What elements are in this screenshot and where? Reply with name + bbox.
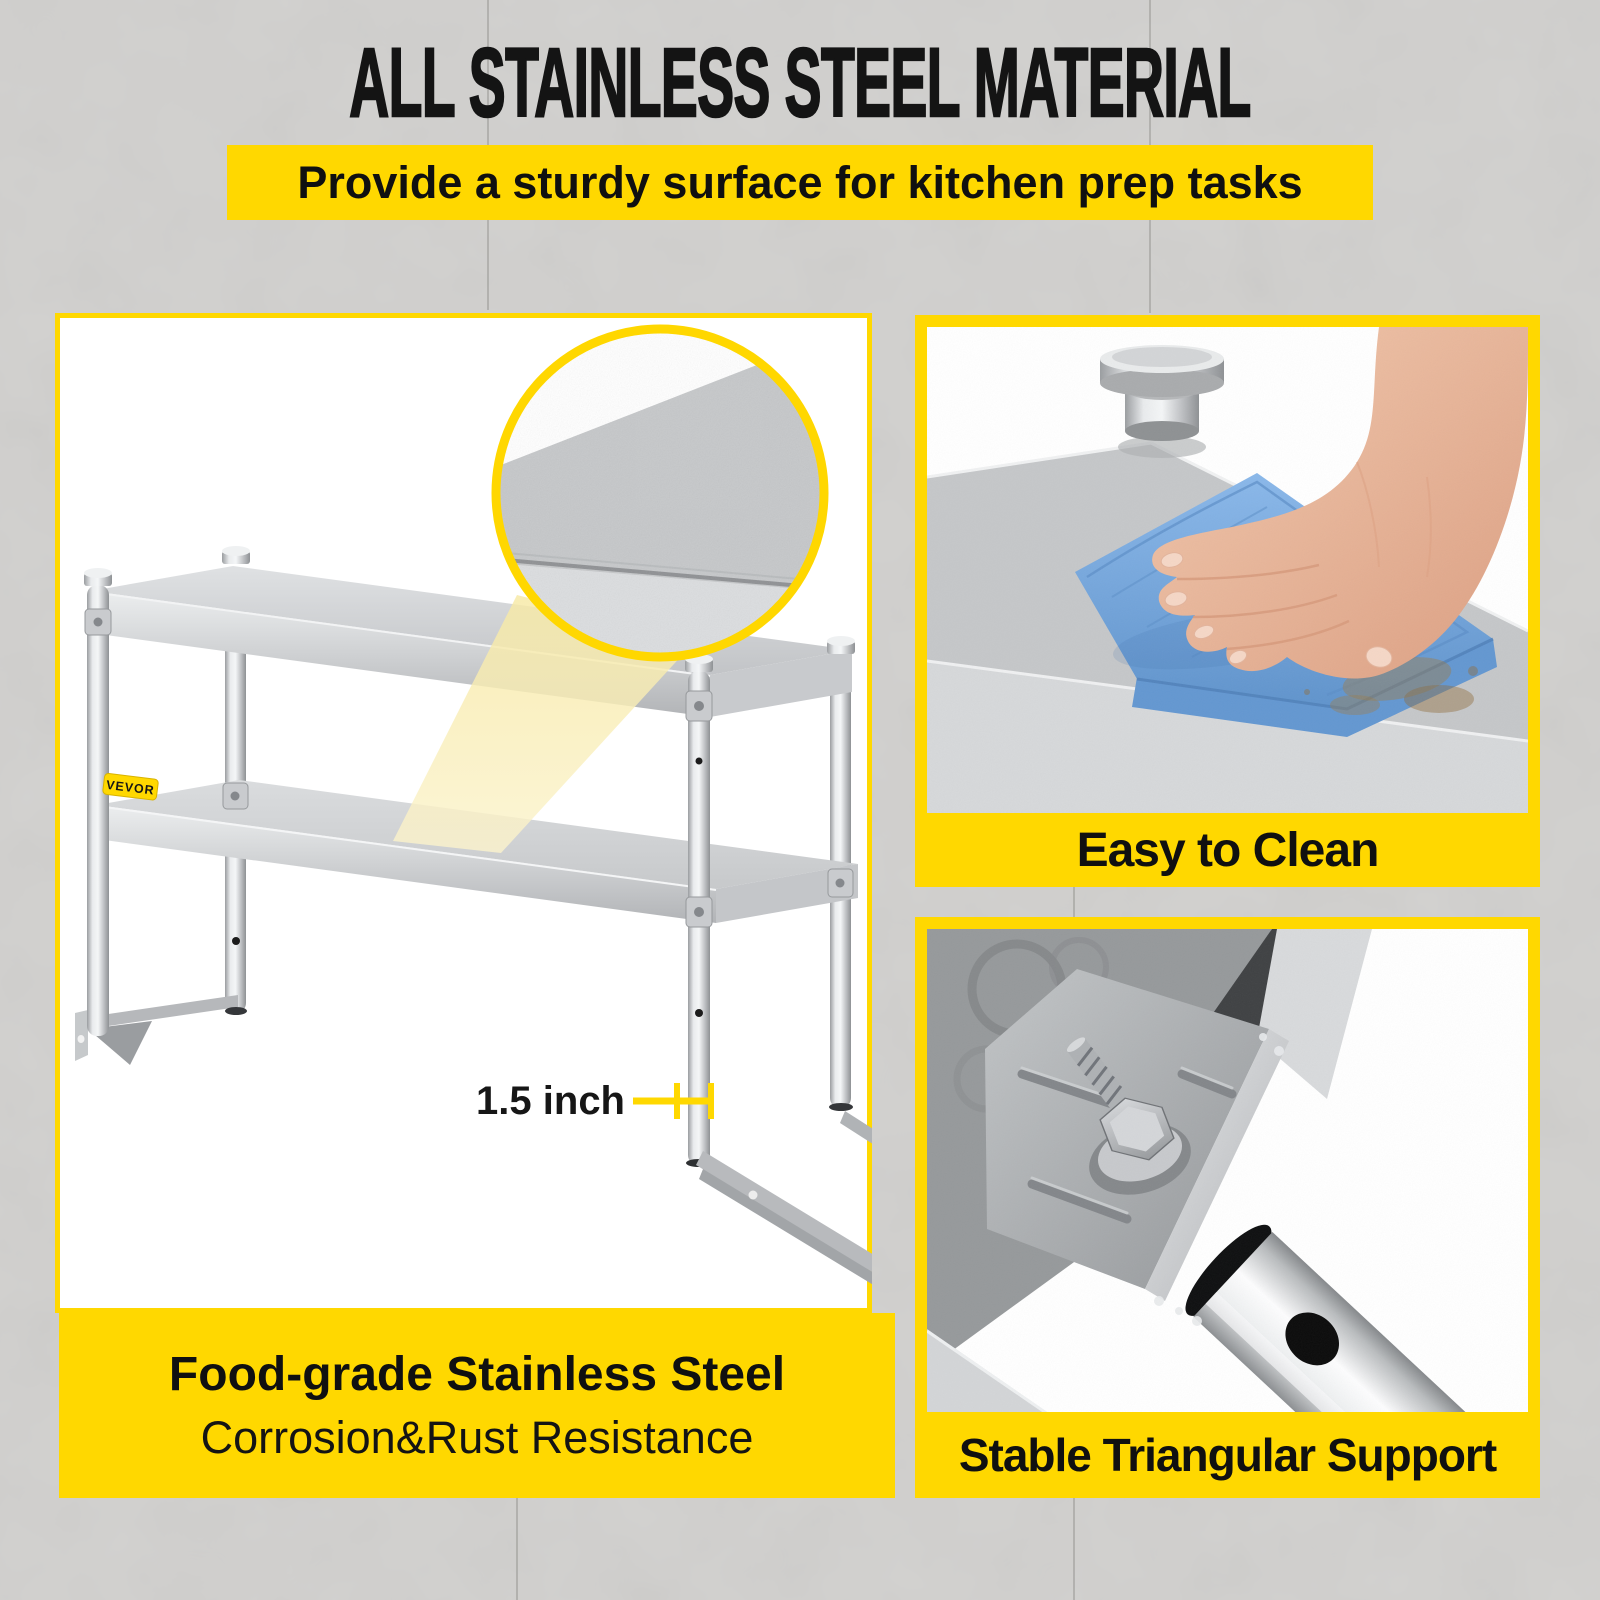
easy-clean-caption: [915, 813, 1540, 887]
dimension-callout: [476, 1079, 714, 1123]
triangular-support-caption: [915, 1412, 1540, 1498]
easy-clean-card: [915, 315, 1540, 887]
brand-badge: [102, 773, 158, 800]
triangular-support-card: [915, 917, 1540, 1498]
easy-clean-caption-text: Easy to Clean: [1076, 823, 1379, 877]
food-grade-banner: [59, 1313, 895, 1498]
triangular-support-caption-text: Stable Triangular Support: [958, 1429, 1497, 1481]
page-title: ALL STAINLESS STEEL MATERIAL: [349, 28, 1251, 137]
food-grade-line2: Corrosion&Rust Resistance: [200, 1412, 754, 1463]
dimension-label: 1.5 inch: [476, 1079, 625, 1123]
overshelf-illustration: [55, 313, 872, 1313]
triangular-support-photo: [927, 929, 1528, 1412]
tile-seam: [516, 1498, 518, 1600]
subtitle-text: Provide a sturdy surface for kitchen prep tasks: [297, 156, 1303, 208]
easy-clean-photo: [927, 327, 1528, 813]
shelf-unit: [75, 546, 872, 1313]
subtitle-banner: [227, 145, 1373, 220]
brand-label: VEVOR: [105, 777, 156, 798]
product-panel: [55, 313, 872, 1313]
food-grade-line1: Food-grade Stainless Steel: [168, 1348, 786, 1401]
